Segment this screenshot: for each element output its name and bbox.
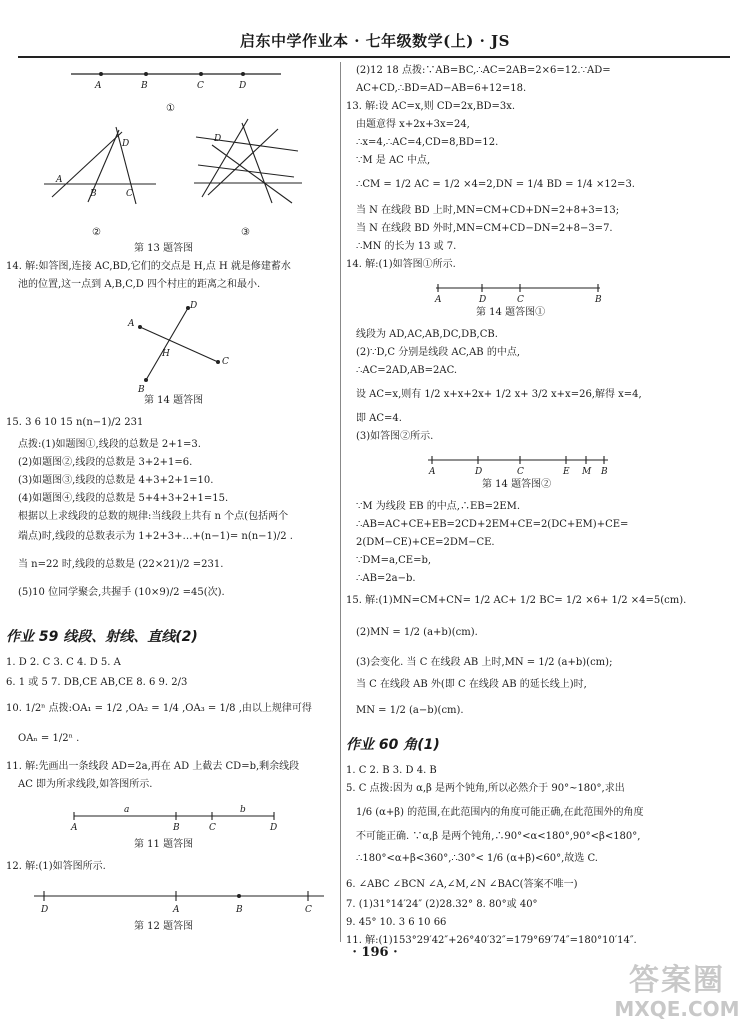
fig14-label-d: D	[190, 301, 198, 311]
fig14-2-caption: 第 14 题答图②	[482, 479, 552, 490]
fig14-label-a: A	[128, 319, 135, 329]
right-top-8: 当 N 在线段 BD 上时,MN=CM+CD+DN=2+8+3=13;	[356, 205, 620, 216]
right-top-9: 当 N 在线段 BD 外时,MN=CM+CD−DN=2+8−3=7.	[356, 223, 613, 234]
p14-line-2: 池的位置,这一点到 A,B,C,D 四个村庄的距离之和最小.	[18, 279, 261, 290]
fig13-label-a: A	[95, 81, 102, 91]
fig14-diagram	[126, 301, 236, 395]
fig11-label-b: B	[173, 823, 180, 833]
fig14-2-label-c: C	[517, 467, 524, 477]
right-top-10: ∴MN 的长为 13 或 7.	[356, 241, 457, 252]
p12-line-1: 12. 解:(1)如答图所示.	[6, 861, 106, 872]
ans60-line-9: 11. 解:(1)153°29′42″+26°40′32″=179°69′74″=180°10′14″.	[346, 935, 637, 946]
p15-line-9: (5)10 位同学聚会,共握手 (10×9)/2 =45(次).	[18, 587, 225, 598]
ans60-line-6: 6. ∠ABC ∠BCN ∠A,∠M,∠N ∠BAC(答案不唯一)	[346, 879, 578, 890]
fig13-2-label-d: D	[122, 139, 130, 149]
section-60-title: 作业 60 角(1)	[346, 737, 440, 753]
fig13-label-b: B	[141, 81, 148, 91]
p15-line-4: (3)如题图③,线段的总数是 4+3+2+1=10.	[18, 475, 214, 486]
p11-line-2: AC 即为所求线段,如答图所示.	[18, 779, 153, 790]
right-mid-2: (2)∵D,C 分别是线段 AC,AB 的中点,	[356, 347, 520, 358]
p15-line-5: (4)如题图④,线段的总数是 5+4+3+2+1=15.	[18, 493, 229, 504]
page-number: · 196 ·	[352, 945, 398, 960]
fig12-caption: 第 12 题答图	[134, 921, 194, 932]
fig12-label-c: C	[305, 905, 312, 915]
watermark-logo	[612, 955, 742, 1021]
fig14-1-label-a: A	[435, 295, 442, 305]
right-low-3: 2(DM−CE)+CE=2DM−CE.	[356, 537, 495, 548]
p14-line-1: 14. 解:如答图,连接 AC,BD,它们的交点是 H,点 H 就是修建蓄水	[6, 261, 291, 272]
watermark-cn: 答案圈	[629, 963, 725, 998]
fig14-2-label-e: E	[563, 467, 570, 477]
page-header: 启东中学作业本 · 七年级数学(上) · JS	[240, 32, 510, 50]
fig13-label-d: D	[239, 81, 247, 91]
fig13-index-2: ②	[92, 227, 101, 238]
ans60-line-3: 1/6 (α+β) 的范围,在此范围内的角度可能正确,在此范围外的角度	[356, 807, 644, 818]
right-low-4: ∵DM=a,CE=b,	[356, 555, 432, 566]
fig13-2-label-b: B	[90, 189, 97, 199]
p15-line-7: 端点)时,线段的总数表示为 1+2+3+…+(n−1)= n(n−1)/2 .	[18, 531, 293, 542]
fig14-1-label-c: C	[517, 295, 524, 305]
right-low-7: (2)MN = 1/2 (a+b)(cm).	[356, 627, 478, 638]
right-top-5: ∴x=4,∴AC=4,CD=8,BD=12.	[356, 137, 499, 148]
right-top-6: ∵M 是 AC 中点,	[356, 155, 431, 166]
ans59-line-3: 10. 1/2ⁿ 点拨:OA₁ = 1/2 ,OA₂ = 1/4 ,OA₃ = 1/8 ,由以上规律可得	[6, 703, 312, 714]
fig13-2-label-c: C	[126, 189, 133, 199]
fig13-3-label-d: D	[214, 134, 222, 144]
right-top-11: 14. 解:(1)如答图①所示.	[346, 259, 456, 270]
fig14-label-b: B	[138, 385, 145, 395]
ans60-line-5: ∴180°<α+β<360°,∴30°< 1/6 (α+β)<60°,故选 C.	[356, 853, 598, 864]
fig13-index-1: ①	[166, 103, 175, 114]
fig14-2-diagram	[428, 452, 618, 480]
fig11-diagram	[71, 802, 284, 834]
fig12-label-d: D	[41, 905, 49, 915]
right-low-8: (3)会变化. 当 C 在线段 AB 上时,MN = 1/2 (a+b)(cm);	[356, 657, 613, 668]
fig14-label-h: H	[162, 349, 170, 359]
right-top-7: ∴CM = 1/2 AC = 1/2 ×4=2,DN = 1/4 BD = 1/4 ×12=3.	[356, 179, 635, 190]
fig13-2-label-a: A	[56, 175, 63, 185]
fig13-label-c: C	[197, 81, 204, 91]
watermark-url: MXQE.COM	[614, 997, 740, 1021]
fig14-2-label-m: M	[582, 467, 592, 477]
fig14-2-label-b: B	[601, 467, 608, 477]
fig11-label-b-len: b	[240, 805, 246, 815]
right-low-5: ∴AB=2a−b.	[356, 573, 416, 584]
right-low-2: ∴AB=AC+CE+EB=2CD+2EM+CE=2(DC+EM)+CE=	[356, 519, 629, 530]
fig13-2-diagram	[44, 122, 159, 222]
fig14-2-label-d: D	[475, 467, 483, 477]
right-mid-1: 线段为 AD,AC,AB,DC,DB,CB.	[356, 329, 498, 340]
fig13-caption: 第 13 题答图	[134, 243, 194, 254]
ans59-line-2: 6. 1 或 5 7. DB,CE AB,CE 8. 6 9. 2/3	[6, 677, 188, 688]
right-low-9: 当 C 在线段 AB 外(即 C 在线段 AB 的延长线上)时,	[356, 679, 587, 690]
fig11-label-c: C	[209, 823, 216, 833]
ans60-line-1: 1. C 2. B 3. D 4. B	[346, 765, 437, 776]
fig14-2-label-a: A	[429, 467, 436, 477]
ans60-line-8: 9. 45° 10. 3 6 10 66	[346, 917, 447, 928]
ans60-line-2: 5. C 点拨:因为 α,β 是两个钝角,所以必然介于 90°~180°,求出	[346, 783, 625, 794]
ans60-line-7: 7. (1)31°14′24″ (2)28.32° 8. 80°或 40°	[346, 899, 538, 910]
right-mid-5: 即 AC=4.	[356, 413, 402, 424]
right-mid-3: ∴AC=2AD,AB=2AC.	[356, 365, 458, 376]
fig13-3-diagram	[194, 117, 304, 217]
fig14-label-c: C	[222, 357, 229, 367]
header-rule	[18, 56, 730, 58]
fig12-diagram	[34, 882, 334, 916]
fig12-label-a: A	[173, 905, 180, 915]
fig11-caption: 第 11 题答图	[134, 839, 194, 850]
fig11-label-a: A	[71, 823, 78, 833]
fig14-1-diagram	[436, 280, 606, 308]
fig14-1-caption: 第 14 题答图①	[476, 307, 546, 318]
fig13-1-diagram	[71, 64, 281, 104]
right-low-6: 15. 解:(1)MN=CM+CN= 1/2 AC+ 1/2 BC= 1/2 ×6+ 1/2 ×4=5(cm).	[346, 595, 687, 606]
fig11-label-a-len: a	[124, 805, 130, 815]
right-top-2: AC+CD,∴BD=AD−AB=6+12=18.	[356, 83, 527, 94]
p15-line-6: 根据以上求线段的总数的规律:当线段上共有 n 个点(包括两个	[18, 511, 289, 522]
fig14-1-label-d: D	[479, 295, 487, 305]
column-divider	[340, 62, 341, 942]
p15-line-8: 当 n=22 时,线段的总数是 (22×21)/2 =231.	[18, 559, 224, 570]
ans59-line-1: 1. D 2. C 3. C 4. D 5. A	[6, 657, 121, 668]
fig14-1-label-b: B	[595, 295, 602, 305]
p15-line-2: 点拨:(1)如题图①,线段的总数是 2+1=3.	[18, 439, 201, 450]
right-low-1: ∵M 为线段 EB 的中点,∴EB=2EM.	[356, 501, 521, 512]
p15-line-1: 15. 3 6 10 15 n(n−1)/2 231	[6, 417, 144, 428]
right-mid-4: 设 AC=x,则有 1/2 x+x+2x+ 1/2 x+ 3/2 x+x=26,解得 x=4,	[356, 389, 642, 400]
p11-line-1: 11. 解:先画出一条线段 AD=2a,再在 AD 上截去 CD=b,剩余线段	[6, 761, 300, 772]
section-59-title: 作业 59 线段、射线、直线(2)	[6, 629, 198, 645]
right-low-10: MN = 1/2 (a−b)(cm).	[356, 705, 464, 716]
right-top-1: (2)12 18 点拨:∵AB=BC,∴AC=2AB=2×6=12.∵AD=	[356, 65, 611, 76]
fig14-caption: 第 14 题答图	[144, 395, 204, 406]
right-mid-6: (3)如答图②所示.	[356, 431, 434, 442]
fig12-label-b: B	[236, 905, 243, 915]
right-top-3: 13. 解:设 AC=x,则 CD=2x,BD=3x.	[346, 101, 516, 112]
ans60-line-4: 不可能正确. ∵α,β 是两个钝角,∴90°<α<180°,90°<β<180°,	[356, 831, 641, 842]
p15-line-3: (2)如题图②,线段的总数是 3+2+1=6.	[18, 457, 193, 468]
ans59-line-4: OAₙ = 1/2ⁿ .	[18, 733, 80, 744]
right-top-4: 由题意得 x+2x+3x=24,	[356, 119, 470, 130]
fig11-label-d: D	[270, 823, 278, 833]
fig13-index-3: ③	[241, 227, 250, 238]
